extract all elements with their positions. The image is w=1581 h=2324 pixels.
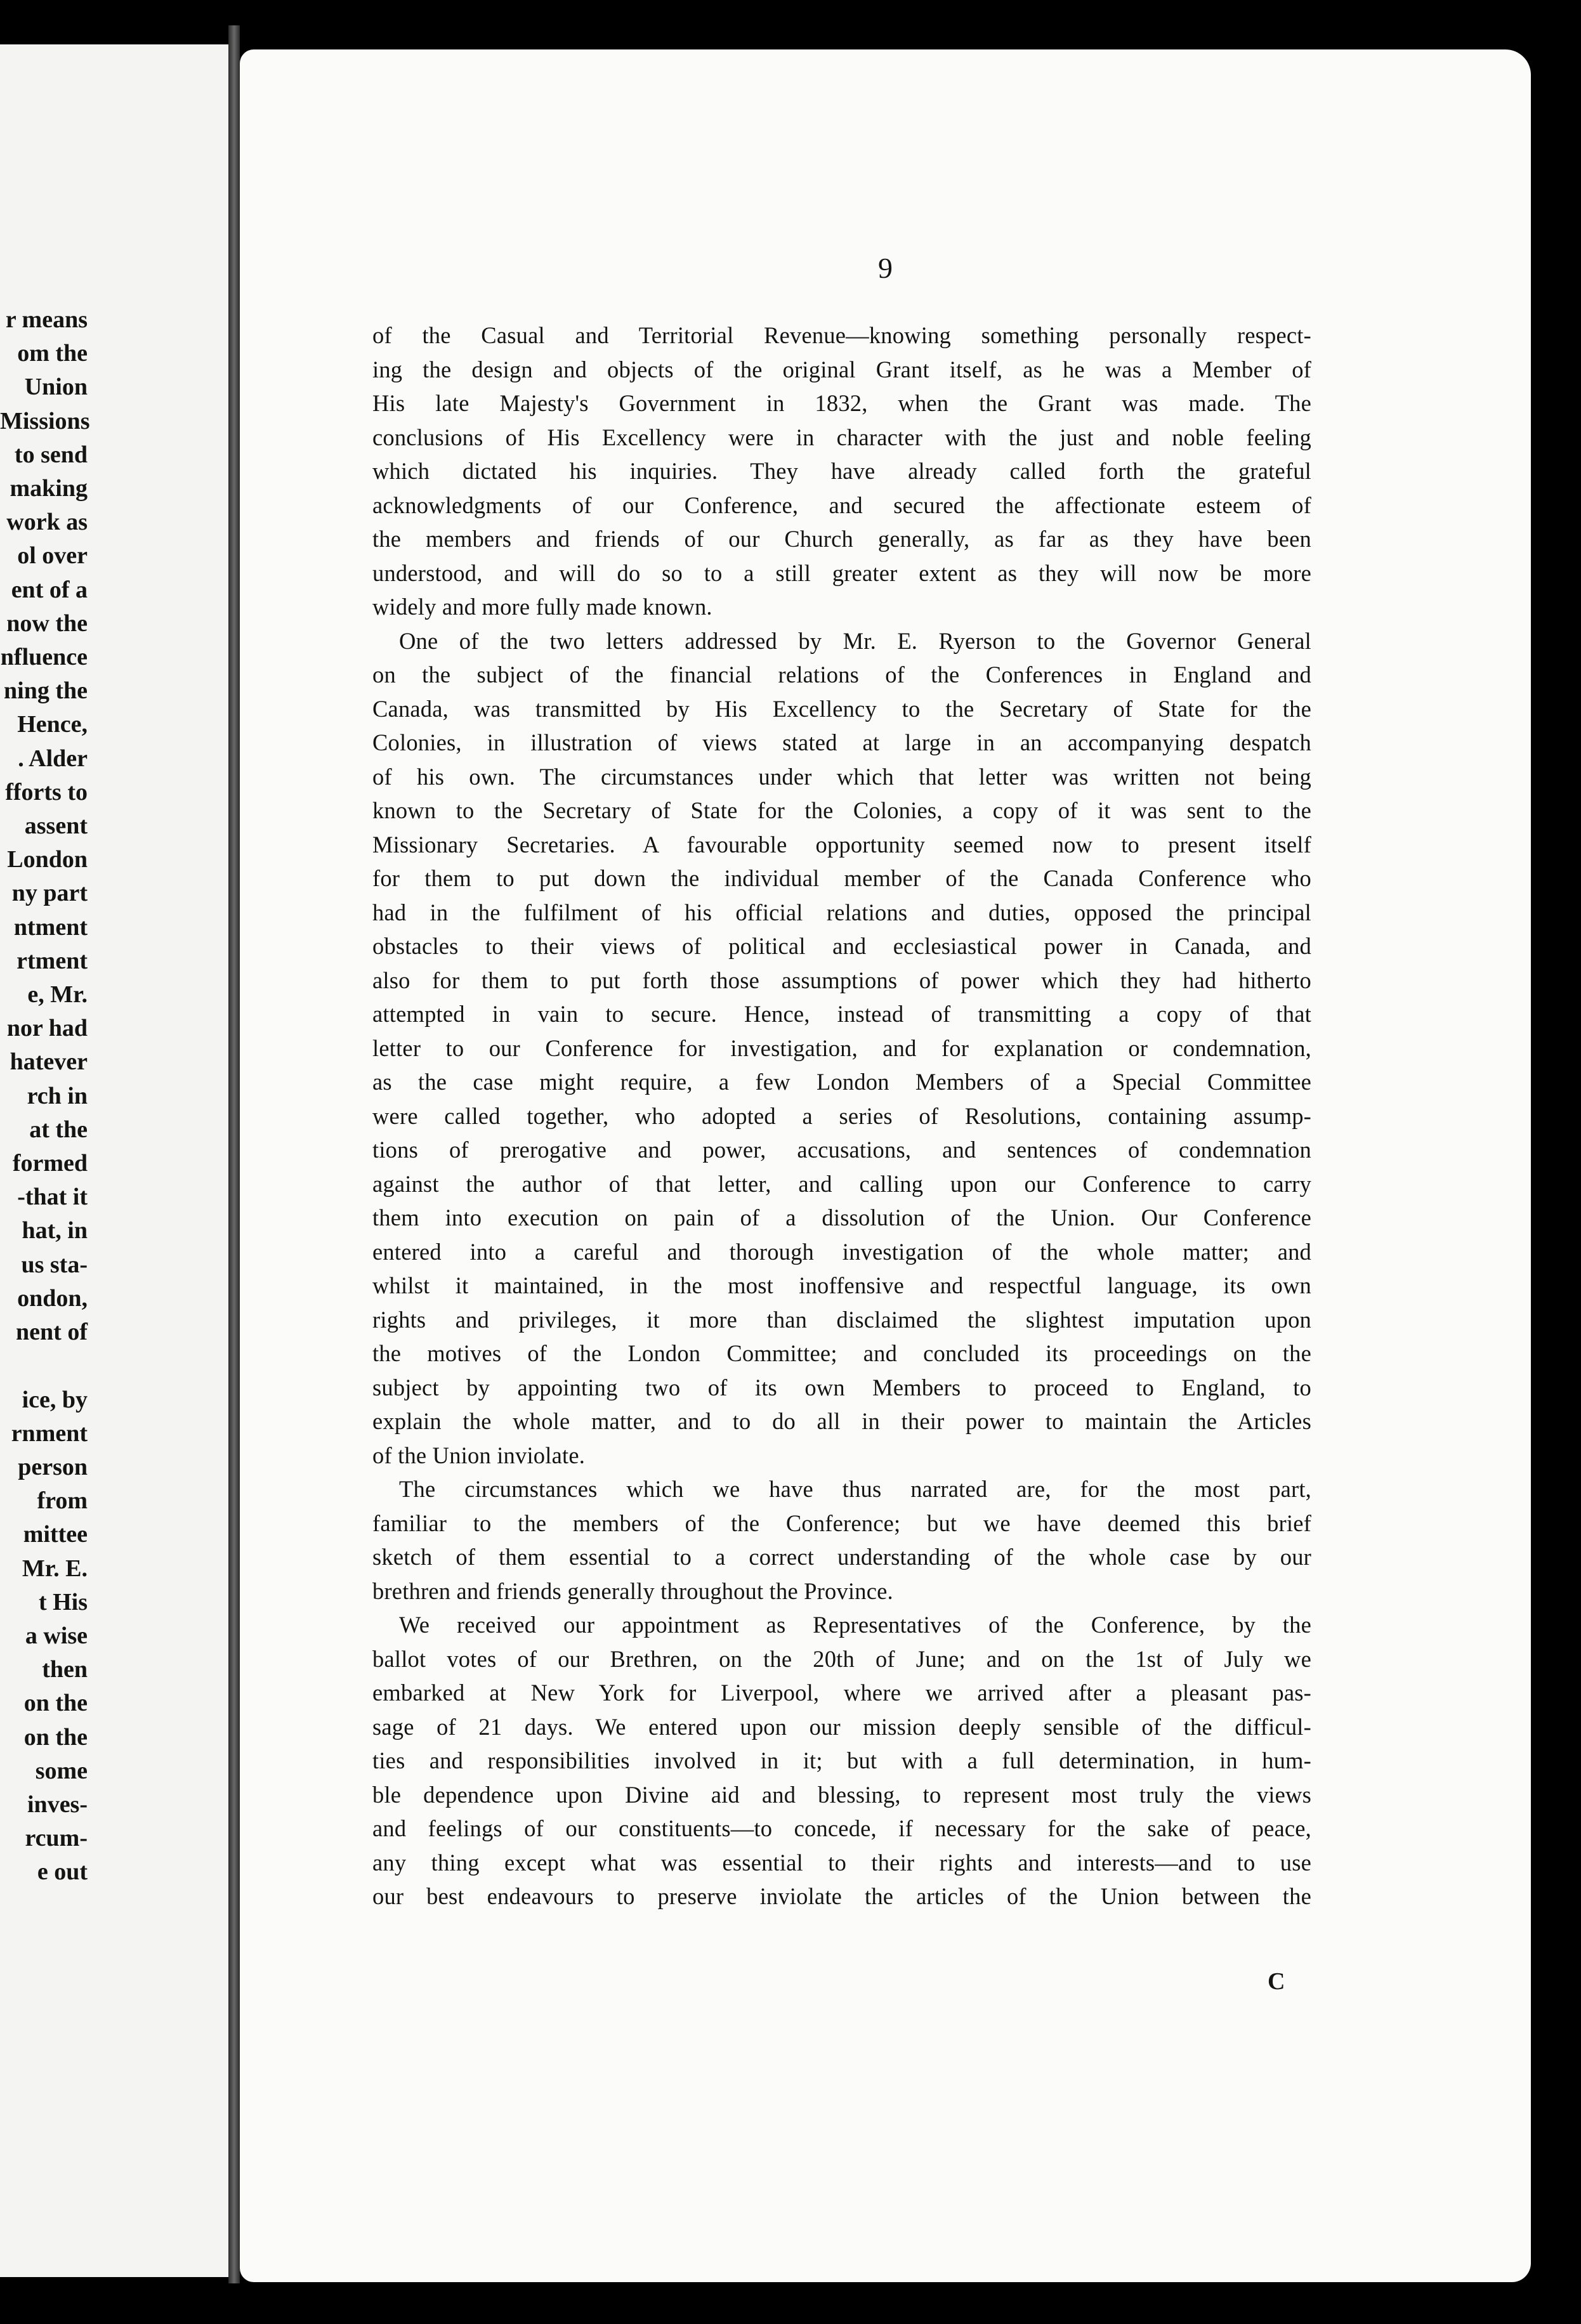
text-line: Canada, was transmitted by His Excellency to the Secretary of State for the: [372, 695, 1311, 722]
facing-page-line: us sta-: [21, 1251, 88, 1278]
facing-page-line: ol over: [17, 542, 88, 570]
text-line: acknowledgments of our Conference, and secured the affectionate esteem of: [372, 492, 1311, 518]
facing-page-fragment: [0, 44, 228, 2277]
text-line: our best endeavours to preserve inviolate the articles of the Union between the: [372, 1883, 1311, 1909]
facing-page-line: ice, by: [22, 1386, 88, 1413]
facing-page-line: some: [35, 1757, 88, 1784]
facing-page-line: making: [10, 475, 88, 502]
text-line: the motives of the London Committee; and concluded its proceedings on the: [372, 1340, 1311, 1366]
text-line: tions of prerogative and power, accusations, and sentences of condemnation: [372, 1137, 1311, 1163]
facing-page-line: to send: [14, 441, 88, 468]
text-line: any thing except what was essential to their rights and interests—and to use: [372, 1849, 1311, 1876]
text-line: letter to our Conference for investigation, and for explanation or condemnation,: [372, 1035, 1311, 1061]
text-line: whilst it maintained, in the most inoffensive and respectful language, its own: [372, 1272, 1311, 1298]
facing-page-line: person: [18, 1453, 88, 1480]
text-line: known to the Secretary of State for the Colonies, a copy of it was sent to the: [372, 797, 1311, 823]
facing-page-line: hatever: [10, 1048, 88, 1076]
signature-mark: C: [1268, 1968, 1285, 1995]
text-line: sketch of them essential to a correct understanding of the whole case by our: [372, 1544, 1311, 1570]
facing-page-line: nent of: [16, 1319, 88, 1346]
text-line: them into execution on pain of a dissolution of the Union. Our Conference: [372, 1204, 1311, 1231]
facing-page-line: a wise: [25, 1622, 88, 1649]
facing-page-line: from: [37, 1487, 88, 1515]
facing-page-text: [0, 303, 228, 1890]
facing-page-line: om the: [17, 340, 88, 367]
facing-page-line: rcum-: [25, 1825, 88, 1852]
facing-page-line: ning the: [4, 677, 88, 705]
text-line: The circumstances which we have thus narrated are, for the most part,: [399, 1476, 1311, 1502]
facing-page-line: hat, in: [22, 1217, 88, 1244]
book-gutter: [228, 25, 240, 2283]
facing-page-line: -that it: [17, 1184, 88, 1211]
facing-page-line: nor had: [6, 1015, 88, 1042]
facing-page-line: t His: [38, 1588, 88, 1616]
facing-page-line: then: [42, 1656, 88, 1683]
facing-page-line: ny part: [11, 880, 88, 907]
facing-page-line: work as: [6, 509, 88, 536]
facing-page-line: r means: [5, 306, 88, 333]
text-line: of the Union inviolate.: [372, 1442, 586, 1468]
text-line: widely and more fully made known.: [372, 594, 712, 620]
text-line: had in the fulfilment of his official relations and duties, opposed the principal: [372, 899, 1311, 925]
facing-page-line: fforts to: [5, 778, 88, 806]
text-line: for them to put down the individual member of the Canada Conference who: [372, 865, 1311, 891]
facing-page-line: assent: [24, 813, 88, 840]
text-line: ble dependence upon Divine aid and blessing, to represent most truly the views: [372, 1781, 1311, 1808]
text-line: explain the whole matter, and to do all in their power to maintain the Articles: [372, 1408, 1311, 1434]
text-line: understood, and will do so to a still greater extent as they will now be more: [372, 559, 1311, 586]
book-page: [240, 49, 1531, 2282]
facing-page-line: on the: [23, 1723, 88, 1751]
facing-page-line: formed: [12, 1150, 88, 1177]
text-line: which dictated his inquiries. They have already called forth the grateful: [372, 458, 1311, 484]
text-line: brethren and friends generally throughout the Province.: [372, 1577, 893, 1604]
text-line: also for them to put forth those assumptions of power which they had hitherto: [372, 967, 1311, 993]
text-line: ties and responsibilities involved in it; but with a full determination, in hum-: [372, 1747, 1311, 1773]
facing-page-line: Mr. E.: [22, 1555, 88, 1582]
facing-page-line: e, Mr.: [27, 981, 88, 1009]
facing-page-line: inves-: [27, 1791, 88, 1818]
facing-page-line: Union: [24, 374, 88, 401]
text-line: the members and friends of our Church generally, as far as they have been: [372, 526, 1311, 552]
text-line: familiar to the members of the Conference; but we have deemed this brief: [372, 1510, 1311, 1536]
text-line: His late Majesty's Government in 1832, when the Grant was made. The: [372, 390, 1311, 416]
text-line: obstacles to their views of political and ecclesiastical power in Canada, and: [372, 933, 1311, 959]
text-line: sage of 21 days. We entered upon our mission deeply sensible of the difficul-: [372, 1713, 1311, 1740]
facing-page-line: e out: [37, 1858, 88, 1886]
facing-page-line: . Alder: [18, 745, 88, 772]
text-line: subject by appointing two of its own Members to proceed to England, to: [372, 1374, 1311, 1400]
text-line: embarked at New York for Liverpool, where we arrived after a pleasant pas-: [372, 1680, 1311, 1706]
text-line: We received our appointment as Representatives of the Conference, by the: [399, 1612, 1311, 1638]
text-line: as the case might require, a few London Members of a Special Committee: [372, 1069, 1311, 1095]
facing-page-line: Hence,: [17, 711, 88, 738]
text-line: rights and privileges, it more than disclaimed the slightest imputation upon: [372, 1306, 1311, 1333]
text-line: entered into a careful and thorough investigation of the whole matter; and: [372, 1238, 1311, 1265]
text-line: were called together, who adopted a series of Resolutions, containing assump-: [372, 1102, 1311, 1129]
text-line: against the author of that letter, and calling upon our Conference to carry: [372, 1170, 1311, 1197]
facing-page-line: rch in: [27, 1082, 88, 1109]
text-line: of the Casual and Territorial Revenue—knowing something personally respect-: [372, 322, 1311, 348]
text-line: on the subject of the financial relations of the Conferences in England and: [372, 662, 1311, 688]
facing-page-line: on the: [23, 1690, 88, 1717]
facing-page-line: London: [7, 846, 88, 873]
facing-page-line: at the: [29, 1116, 88, 1143]
text-line: One of the two letters addressed by Mr. E. Ryerson to the Governor General: [399, 627, 1311, 654]
text-line: and feelings of our constituents—to concede, if necessary for the sake of peace,: [372, 1815, 1311, 1841]
facing-page-line: [0, 1349, 228, 1383]
text-line: attempted in vain to secure. Hence, instead of transmitting a copy of that: [372, 1001, 1311, 1027]
page-number: 9: [878, 252, 893, 284]
text-line: Missionary Secretaries. A favourable opportunity seemed now to present itself: [372, 831, 1311, 858]
text-line: of his own. The circumstances under which that letter was written not being: [372, 763, 1311, 790]
facing-page-line: ent of a: [11, 576, 88, 603]
facing-page-line: rnment: [11, 1420, 88, 1447]
text-line: conclusions of His Excellency were in character with the just and noble feeling: [372, 424, 1311, 450]
facing-page-line: mittee: [23, 1521, 88, 1548]
facing-page-line: nfluence: [0, 644, 88, 671]
facing-page-line: Missions: [0, 407, 90, 434]
text-line: ballot votes of our Brethren, on the 20th of June; and on the 1st of July we: [372, 1645, 1311, 1672]
facing-page-line: rtment: [16, 947, 88, 974]
body-text: [372, 318, 1311, 1914]
text-line: ing the design and objects of the original Grant itself, as he was a Member of: [372, 356, 1311, 382]
facing-page-line: now the: [6, 610, 88, 637]
facing-page-line: ntment: [13, 913, 88, 941]
facing-page-line: ondon,: [17, 1284, 88, 1312]
text-line: Colonies, in illustration of views stated at large in an accompanying despatch: [372, 729, 1311, 755]
